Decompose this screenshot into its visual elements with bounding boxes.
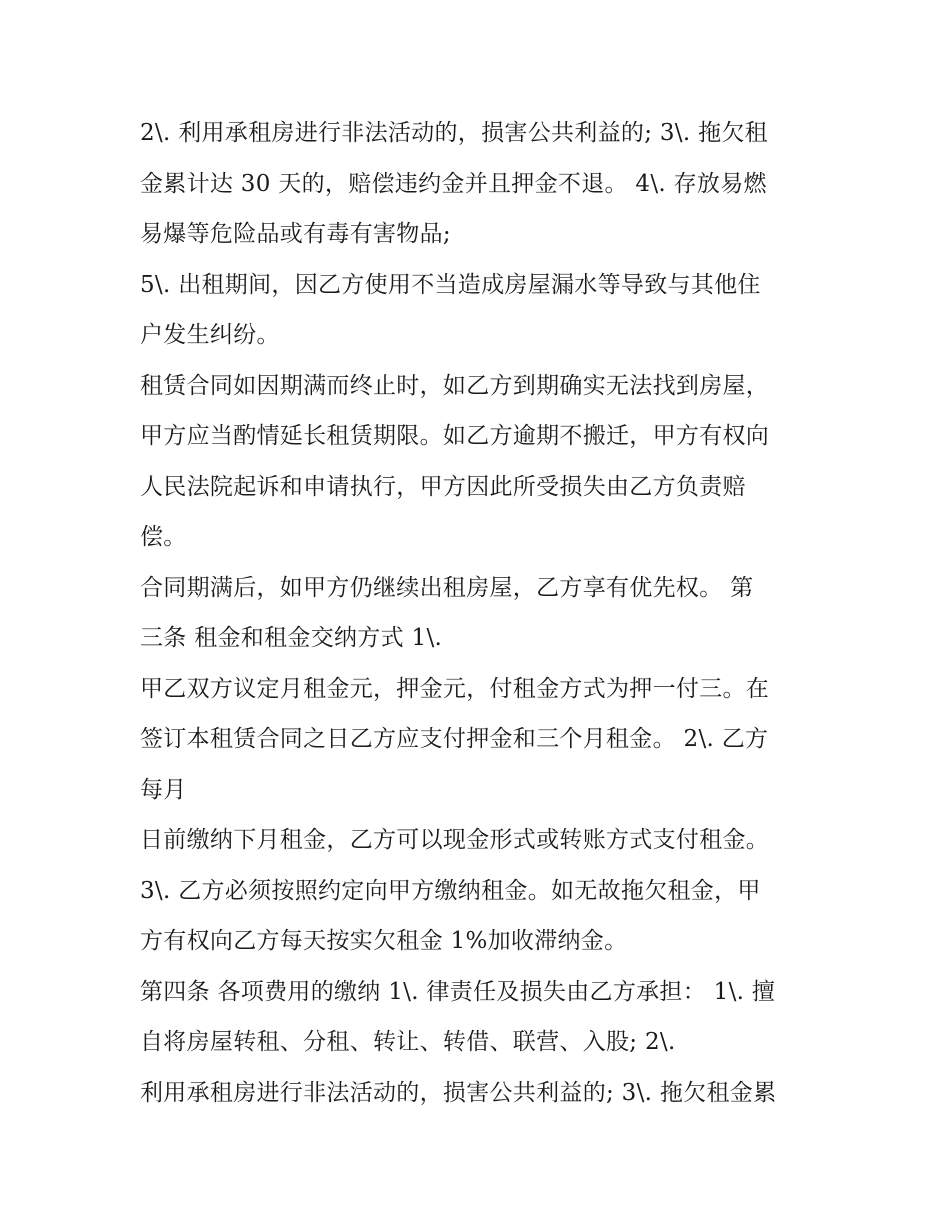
text-line: 三条 租金和租金交纳方式 1\. <box>140 625 443 651</box>
text-line: 5\. 出租期间，因乙方使用不当造成房屋漏水等导致与其他住 <box>140 271 761 298</box>
text-line: 方有权向乙方每天按实欠租金 1%加收滞纳金。 <box>140 928 628 954</box>
text-line: 人民法院起诉和申请执行，甲方因此所受损失由乙方负责赔 <box>140 473 746 500</box>
text-line: 甲方应当酌情延长租赁期限。如乙方逾期不搬迁，甲方有权向 <box>140 423 770 449</box>
text-line: 日前缴纳下月租金，乙方可以现金形式或转账方式支付租金。 <box>140 827 770 853</box>
text-line: 偿。 <box>140 524 187 550</box>
text-line: 户发生纠纷。 <box>140 322 280 348</box>
text-line: 3\. 乙方必须按照约定向甲方缴纳租金。如无故拖欠租金，甲 <box>140 877 761 904</box>
text-line: 易爆等危险品或有毒有害物品; <box>140 221 451 247</box>
text-line: 合同期满后，如甲方仍继续出租房屋，乙方享有优先权。 第 <box>140 574 754 601</box>
text-line: 自将房屋转租、分租、转让、转借、联营、入股; 2\. <box>140 1029 676 1055</box>
text-line: 第四条 各项费用的缴纳 1\. 律责任及损失由乙方承担： 1\. 擅 <box>140 978 776 1005</box>
text-line: 甲乙双方议定月租金元，押金元，付租金方式为押一付三。在 <box>140 675 770 702</box>
text-line: 每月 <box>140 776 187 803</box>
text-line: 2\. 利用承租房进行非法活动的，损害公共利益的; 3\. 拖欠租 <box>140 120 768 146</box>
text-line: 金累计达 30 天的，赔偿违约金并且押金不退。 4\. 存放易燃 <box>140 170 767 197</box>
text-line: 利用承租房进行非法活动的，损害公共利益的; 3\. 拖欠租金累 <box>140 1079 777 1106</box>
text-line: 租赁合同如因期满而终止时，如乙方到期确实无法找到房屋， <box>140 372 770 399</box>
text-line: 签订本租赁合同之日乙方应支付押金和三个月租金。 2\. 乙方 <box>140 726 769 752</box>
